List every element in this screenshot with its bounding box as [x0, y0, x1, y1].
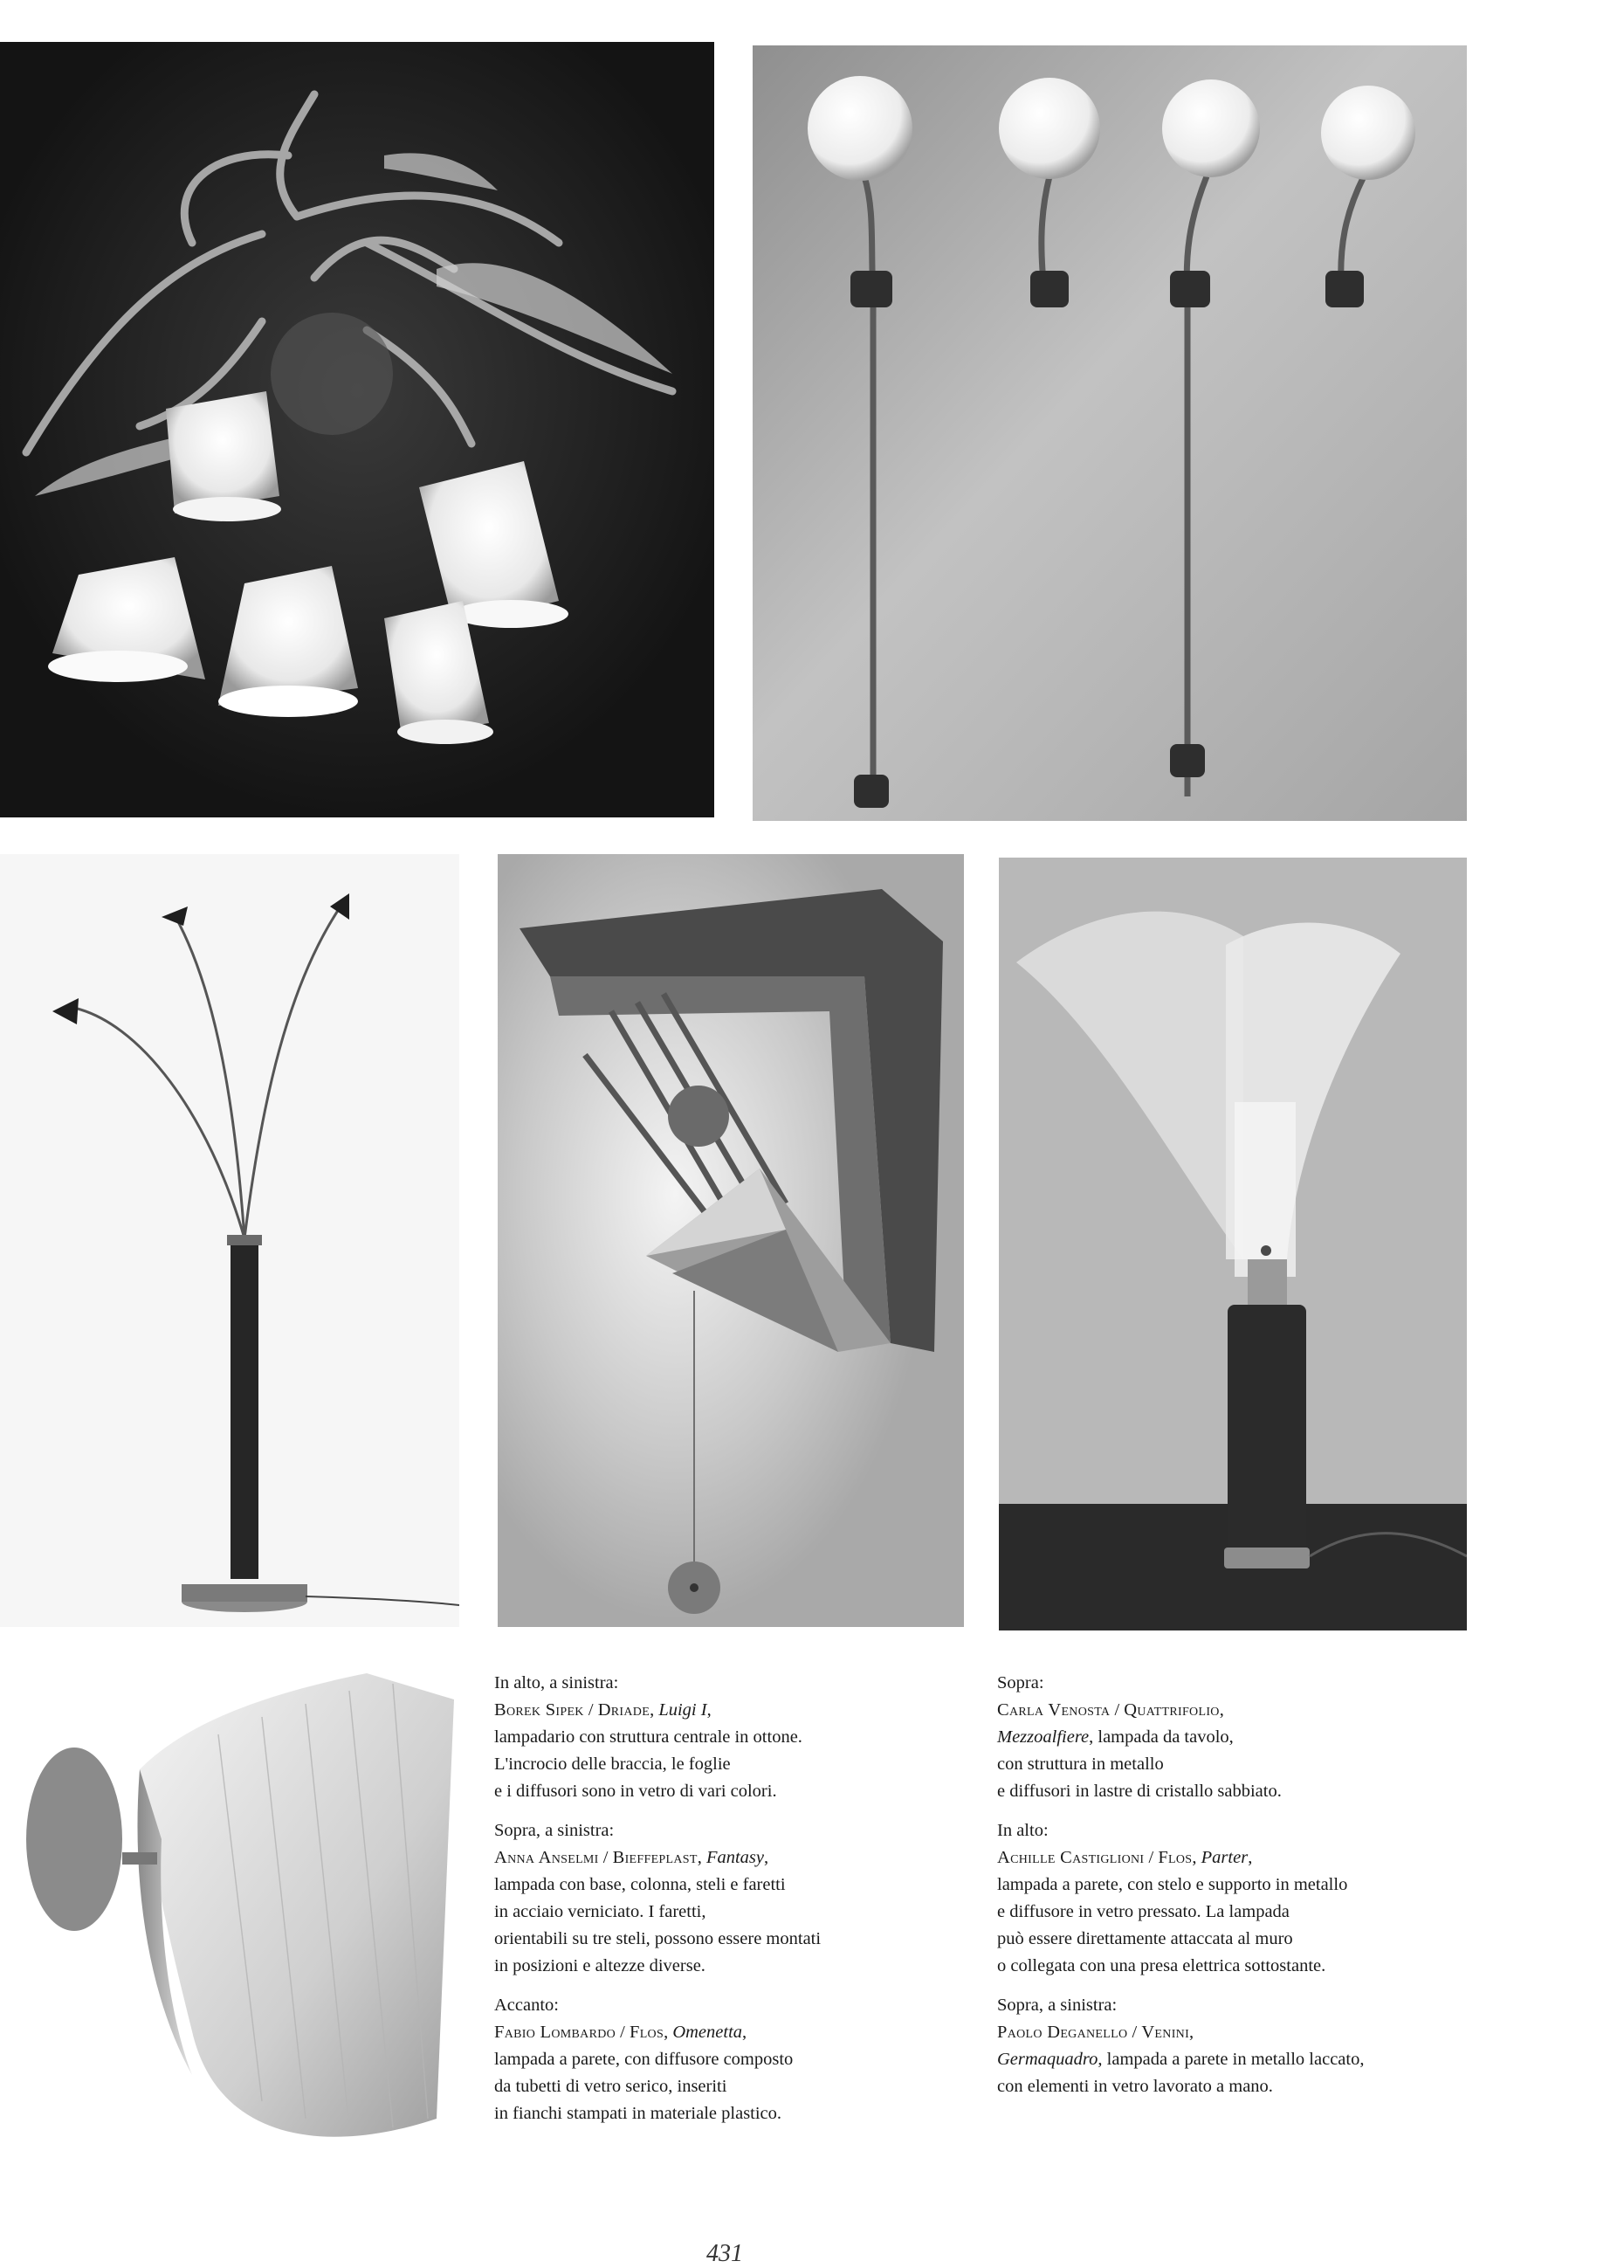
photo-fantasy-floor-lamp: [0, 854, 459, 1627]
caption-position: Accanto:: [494, 1996, 559, 2015]
omenetta-image: [0, 1665, 459, 2171]
caption-line: lampada a parete, con stelo e supporto in metallo: [997, 1875, 1348, 1894]
photo-mezzoalfiere-table-lamp: [999, 858, 1467, 1630]
caption-position: Sopra, a sinistra:: [997, 1996, 1118, 2015]
caption-line: L'incrocio delle braccia, le foglie: [494, 1754, 731, 1774]
caption-line: lampada a parete, con diffusore composto: [494, 2050, 794, 2069]
caption-designer: Borek Sipek: [494, 1700, 584, 1720]
caption-line: può essere direttamente attaccata al muro: [997, 1929, 1293, 1948]
caption-line: e diffusore in vetro pressato. La lampada: [997, 1902, 1290, 1921]
caption-producer: Venini: [1141, 2023, 1190, 2042]
caption-producer: Flos: [1158, 1848, 1193, 1867]
caption-product: Mezzoalfiere: [997, 1727, 1090, 1747]
caption-product-line: Mezzoalfiere, lampada da tavolo,: [997, 1727, 1234, 1747]
caption-line: con struttura in metallo: [997, 1754, 1164, 1774]
caption-line: e i diffusori sono in vetro di vari colori.: [494, 1782, 777, 1801]
caption-product: Omenetta: [672, 2023, 743, 2042]
caption-position: Sopra:: [997, 1673, 1044, 1692]
caption-producer: Bieffeplast: [612, 1848, 698, 1867]
caption-credit: Anna Anselmi / Bieffeplast, Fantasy,: [494, 1848, 769, 1867]
caption-line: o collegata con una presa elettrica sottostante.: [997, 1956, 1326, 1975]
caption-position: Sopra, a sinistra:: [494, 1821, 615, 1840]
photo-luigi-chandelier: [0, 42, 714, 817]
caption-line: e diffusori in lastre di cristallo sabbiato.: [997, 1782, 1282, 1801]
caption-line: lampada con base, colonna, steli e faretti: [494, 1875, 786, 1894]
caption-line: con elementi in vetro lavorato a mano.: [997, 2077, 1273, 2096]
floor-lamp-image: [0, 854, 459, 1627]
caption-credit: Borek Sipek / Driade, Luigi I,: [494, 1700, 712, 1720]
caption-credit: Paolo Deganello / Venini,: [997, 2023, 1194, 2042]
caption-line: orientabili su tre steli, possono essere montati: [494, 1929, 822, 1948]
caption-germaquadro: [997, 1992, 1486, 2100]
caption-product-line: Germaquadro, lampada a parete in metallo laccato,: [997, 2050, 1365, 2069]
chandelier-image: [0, 42, 714, 817]
caption-credit: Carla Venosta / Quattrifolio,: [997, 1700, 1224, 1720]
caption-omenetta: [494, 1992, 966, 2127]
caption-designer: Anna Anselmi: [494, 1848, 599, 1867]
photo-germaquadro-wall-lamp: [498, 854, 964, 1627]
caption-mezzoalfiere: [997, 1670, 1486, 1805]
photo-wall-lamps-spheres: [753, 45, 1467, 821]
caption-position: In alto:: [997, 1821, 1049, 1840]
caption-luigi: [494, 1670, 966, 1805]
captions-right-column: [997, 1670, 1486, 2113]
caption-credit: Fabio Lombardo / Flos, Omenetta,: [494, 2023, 747, 2042]
caption-product: Parter: [1201, 1848, 1249, 1867]
captions-left-column: [494, 1670, 966, 2140]
mezzoalfiere-image: [999, 858, 1467, 1630]
caption-producer: Quattrifolio: [1124, 1700, 1220, 1720]
wall-lamps-image: [753, 45, 1467, 821]
page-number: 431: [706, 2240, 743, 2267]
caption-line: in fianchi stampati in materiale plastico.: [494, 2104, 782, 2123]
caption-fantasy: [494, 1817, 966, 1980]
caption-product: Luigi I: [658, 1700, 707, 1720]
caption-lead: lampada a parete in metallo laccato,: [1106, 2050, 1365, 2069]
caption-lead: lampada da tavolo,: [1098, 1727, 1234, 1747]
caption-product: Fantasy: [705, 1848, 765, 1867]
photo-omenetta-wall-lamp: [0, 1665, 459, 2171]
caption-designer: Paolo Deganello: [997, 2023, 1128, 2042]
caption-parter: [997, 1817, 1486, 1980]
caption-designer: Carla Venosta: [997, 1700, 1111, 1720]
caption-line: lampadario con struttura centrale in ottone.: [494, 1727, 802, 1747]
caption-line: da tubetti di vetro serico, inseriti: [494, 2077, 727, 2096]
caption-credit: Achille Castiglioni / Flos, Parter,: [997, 1848, 1253, 1867]
caption-position: In alto, a sinistra:: [494, 1673, 619, 1692]
caption-producer: Driade: [597, 1700, 650, 1720]
caption-product: Germaquadro: [997, 2050, 1098, 2069]
caption-designer: Achille Castiglioni: [997, 1848, 1145, 1867]
caption-line: in posizioni e altezze diverse.: [494, 1956, 705, 1975]
caption-designer: Fabio Lombardo: [494, 2023, 616, 2042]
germaquadro-image: [498, 854, 964, 1627]
caption-line: in acciaio verniciato. I faretti,: [494, 1902, 706, 1921]
caption-producer: Flos: [630, 2023, 664, 2042]
